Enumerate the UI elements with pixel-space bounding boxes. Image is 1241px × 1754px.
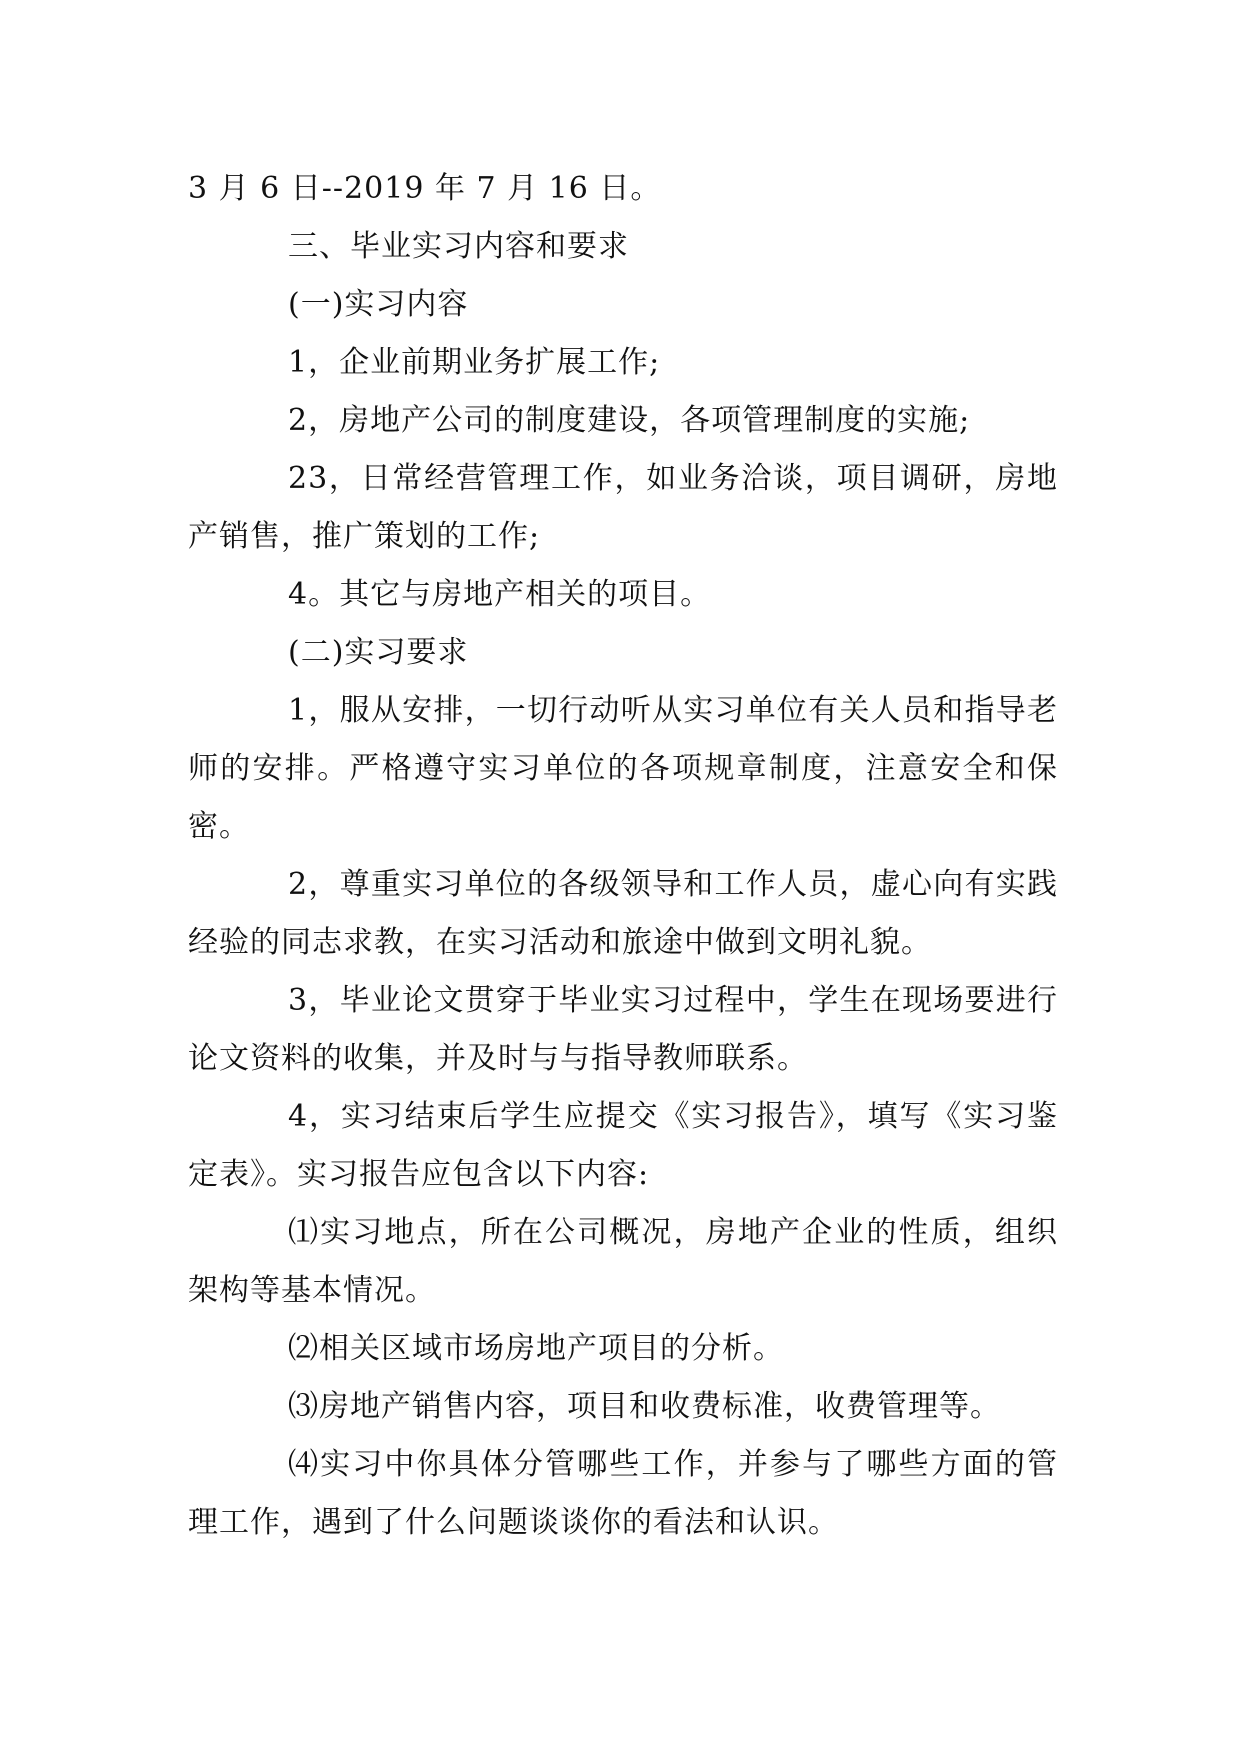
report-item: ⑷实习中你具体分管哪些工作，并参与了哪些方面的管理工作，遇到了什么问题谈谈你的看法和认识。	[188, 1447, 1058, 1540]
list-item: 4。其它与房地产相关的项目。	[288, 577, 712, 612]
document-body	[188, 160, 1058, 1552]
list-item: 2，尊重实习单位的各级领导和工作人员，虚心向有实践经验的同志求教，在实习活动和旅途中做到文明礼貌。	[188, 867, 1058, 960]
report-item: ⑴实习地点，所在公司概况，房地产企业的性质，组织架构等基本情况。	[188, 1215, 1058, 1308]
list-item: 4，实习结束后学生应提交《实习报告》，填写《实习鉴定表》。实习报告应包含以下内容:	[188, 1099, 1058, 1192]
subheading-internship-content: (一)实习内容	[288, 287, 469, 322]
report-item: ⑶房地产销售内容，项目和收费标准，收费管理等。	[288, 1389, 1001, 1424]
list-item: 3，毕业论文贯穿于毕业实习过程中，学生在现场要进行论文资料的收集，并及时与与指导教师联系。	[188, 983, 1058, 1076]
paragraph-date-range: 3 月 6 日--2019 年 7 月 16 日。	[188, 171, 662, 206]
report-item: ⑵相关区域市场房地产项目的分析。	[288, 1331, 784, 1366]
list-item: 2，房地产公司的制度建设，各项管理制度的实施;	[288, 403, 971, 438]
list-item: 23，日常经营管理工作，如业务洽谈，项目调研，房地产销售，推广策划的工作;	[188, 461, 1058, 554]
list-item: 1，企业前期业务扩展工作;	[288, 345, 661, 380]
section-heading-content-requirements: 三、毕业实习内容和要求	[288, 229, 629, 264]
subheading-internship-requirements: (二)实习要求	[288, 635, 469, 670]
list-item: 1，服从安排，一切行动听从实习单位有关人员和指导老师的安排。严格遵守实习单位的各项规章制度，注意安全和保密。	[188, 693, 1058, 844]
